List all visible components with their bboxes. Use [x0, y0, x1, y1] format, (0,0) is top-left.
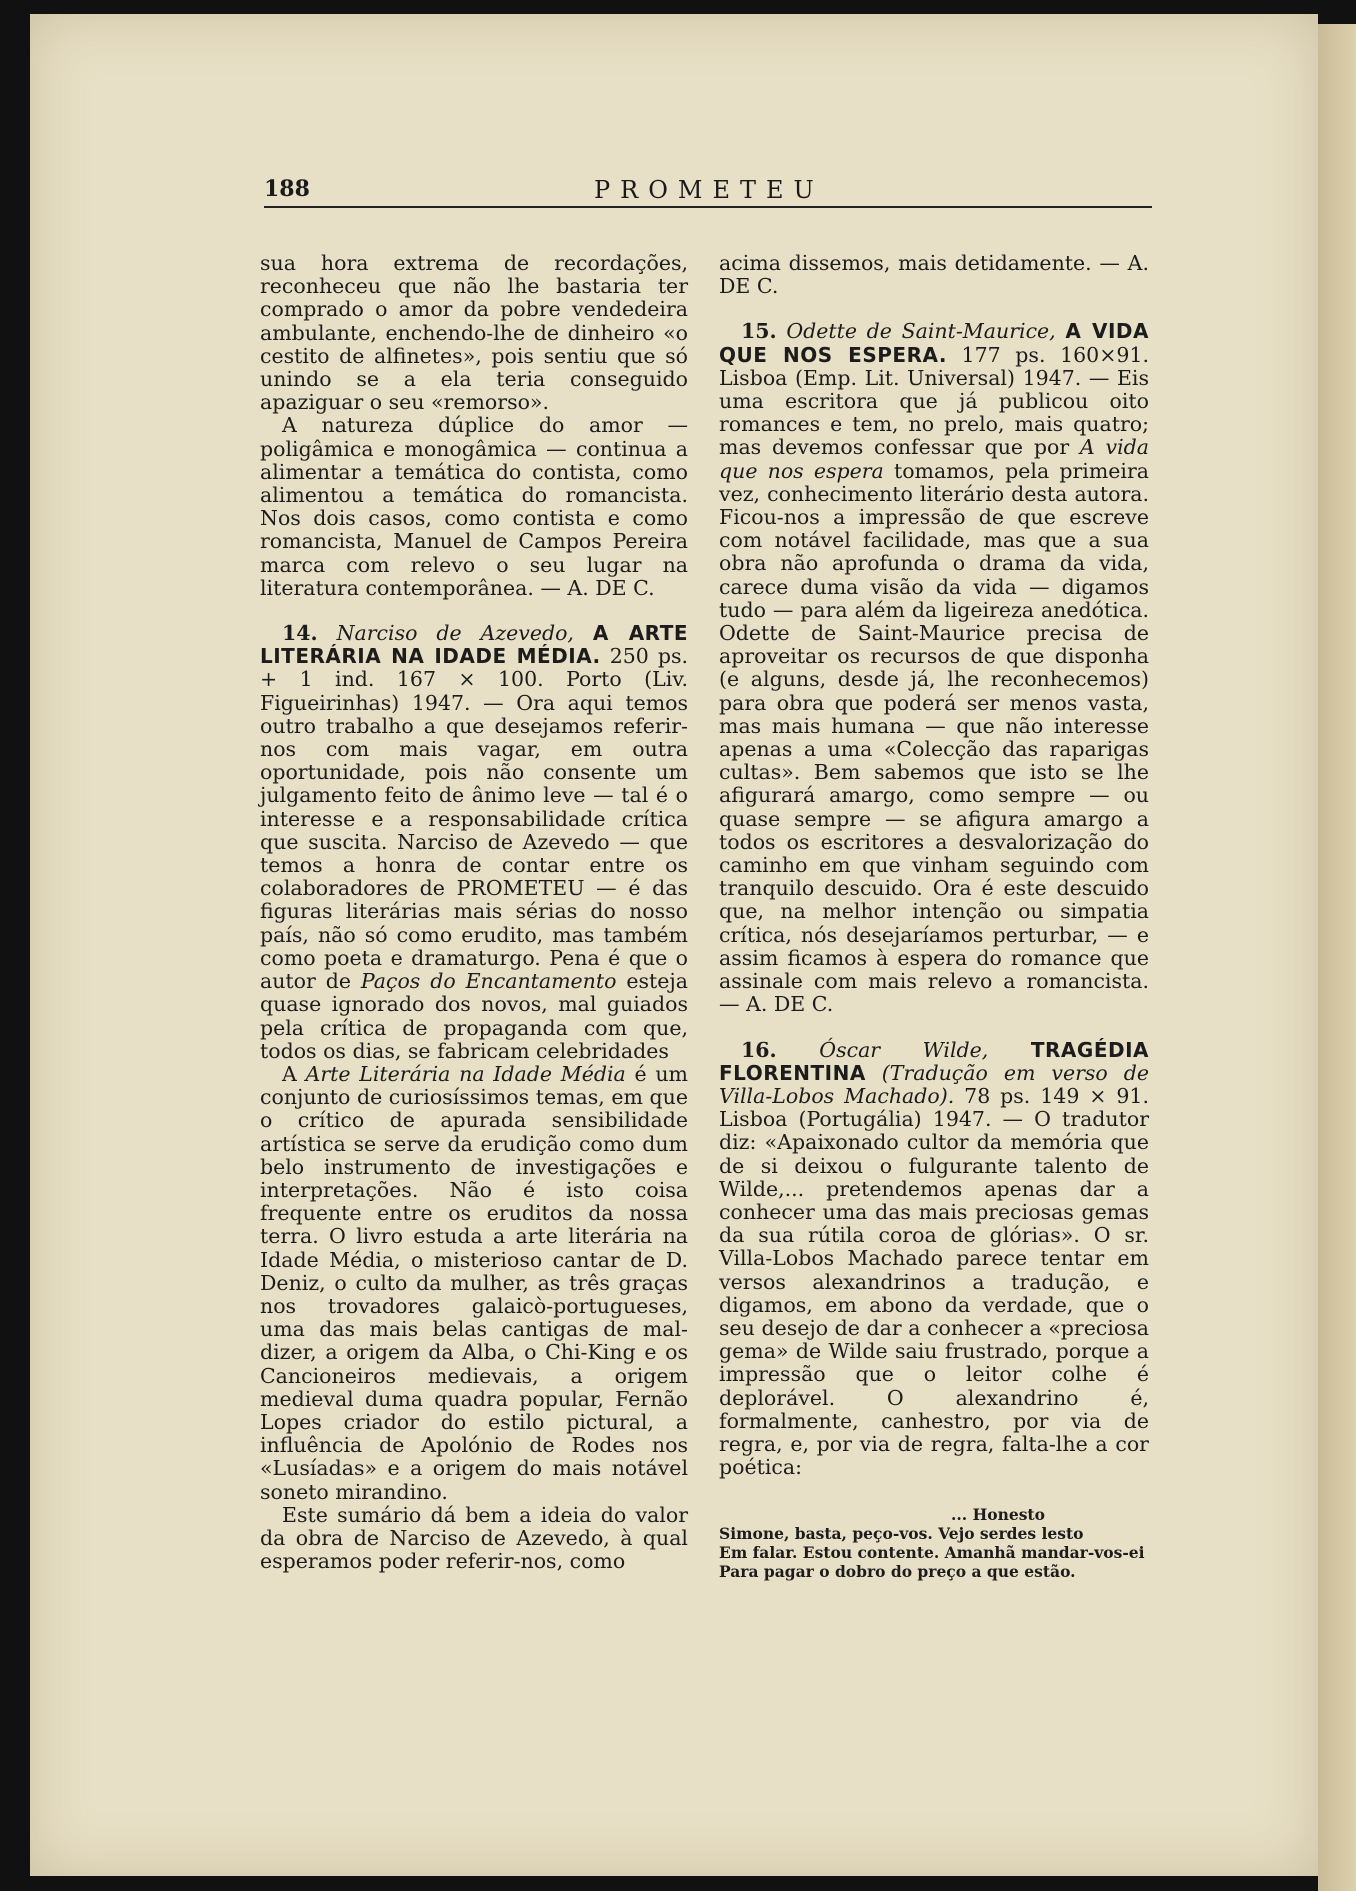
paragraph: Este sumário dá bem a ideia do valor da obra de Narciso de Azevedo, à qual esperamos poder referir-nos, como	[260, 1502, 688, 1574]
right-column	[719, 252, 1149, 1581]
running-title: PROMETEU	[594, 176, 824, 204]
entry-body: 250 ps. + 1 ind. 167 × 100. Porto (Liv. Figueirinhas) 1947. — Ora aqui temos outro trabalho a que desejamos referir-nos com mais vagar, em outra oportunidade, pois não consente um julgamento feito de ânimo leve — tal é o interesse e a responsabilidade crítica que suscita. Narciso de Azevedo — que temos a honra de contar entre os colaboradores de PROMETEU — é das figuras literárias mais sérias do nosso país, não só como erudito, mas também como poeta e dramaturgo. Pena é que o autor de	[260, 644, 688, 994]
entry-author: Narciso de Azevedo,	[336, 621, 574, 646]
verse-quote	[719, 1505, 1149, 1581]
entry-number: 16.	[741, 1037, 777, 1062]
entry-author: Odette de Saint-Maurice,	[786, 319, 1056, 344]
paragraph-text: é um conjunto de curiosíssimos temas, em que o crítico de apurada sensibilidade artística se serve da erudição como dum belo instrumento de investigações e interpretações. Não é isto coisa frequente entre os eruditos da nossa terra. O livro estuda a arte literária na Idade Média, o misterioso cantar de D. Deniz, o culto da mulher, as três graças nos trovadores galaicò-portugueses, uma das mais belas cantigas de mal-dizer, a origem da Alba, o Chi-King e os Cancioneiros medievais, a origem medieval duma quadra popular, Fernão Lopes criador do estilo pictural, a influência de Apolónio de Rodes nos «Lusíadas» e a origem do mais notável soneto mirandino.	[260, 1061, 688, 1504]
entry-16	[719, 1039, 1149, 1480]
paragraph	[260, 1063, 688, 1504]
book-title: A vida que nos espera	[719, 435, 1149, 483]
entry-15	[719, 320, 1149, 1016]
entry-title: A ARTE LITERÁRIA NA IDADE MÉDIA.	[260, 621, 688, 669]
entry-author: Óscar Wilde,	[819, 1037, 989, 1062]
entry-title: A VIDA QUE NOS ESPERA.	[719, 319, 1149, 367]
entry-body: 177 ps. 160×91. Lisboa (Emp. Lit. Universal) 1947. — Eis uma escritora que já publicou oito romances e tem, no prelo, mais quatro; mas devemos confessar que por	[719, 342, 1149, 460]
left-column	[260, 252, 688, 1573]
entry-title: TRAGÉDIA FLORENTINA	[719, 1037, 1149, 1085]
entry-number: 15.	[741, 319, 777, 344]
next-page-edge	[1318, 24, 1356, 1891]
verse-line: Simone, basta, peço-vos. Vejo serdes lesto	[719, 1524, 1084, 1544]
entry-number: 14.	[282, 621, 318, 646]
entry-body: tomamos, pela primeira vez, conhecimento literário desta autora. Ficou-nos a impressão de que escreve com notável facilidade, mas que a sua obra não aprofunda o drama da vida, carece duma visão da vida — digamos tudo — para além da ligeireza anedótica. Odette de Saint-Maurice precisa de aproveitar os recursos de que disponha (e alguns, desde já, lhe reconhecemos) para obra que poderá ser menos vasta, mas mais humana — que não interesse apenas a uma «Colecção das raparigas cultas». Bem sabemos que isto se lhe afigurará amargo, como sempre — ou quase sempre — se afigura amargo a todos os escritores a desvalorização do caminho em que vinham seguindo com tranquilo descuido. Ora é este descuido que, na melhor intenção ou simpatia crítica, nós desejaríamos perturbar, — e assim ficamos à espera do romance que assinale com mais relevo a romancista. — A. DE C.	[719, 458, 1149, 1017]
entry-14	[260, 622, 688, 1063]
verse-line: Para pagar o dobro do preço a que estão.	[719, 1562, 1076, 1582]
paragraph: acima dissemos, mais detidamente. — A. DE C.	[719, 251, 1149, 299]
paragraph-text: A	[282, 1061, 297, 1086]
entry-body: esteja quase ignorado dos novos, mal guiados pela crítica de propaganda com que, todos os dias, se fabricam celebridades	[260, 969, 688, 1063]
verse-line: Em falar. Estou contente. Amanhã mandar-vos-ei	[719, 1543, 1145, 1563]
book-title: Arte Literária na Idade Média	[305, 1061, 626, 1086]
verse-line: ... Honesto	[951, 1505, 1045, 1525]
paragraph: A natureza dúplice do amor — poligâmica e monogâmica — continua a alimentar a temática do contista, como alimentou a temática do romancista. Nos dois casos, como contista e como romancista, Manuel de Campos Pereira marca com relevo o seu lugar na literatura contemporânea. — A. DE C.	[260, 413, 688, 600]
page-number: 188	[264, 176, 310, 202]
page-header	[264, 176, 1152, 208]
book-title: Paços do Encantamento	[360, 969, 617, 994]
entry-subtitle: (Tradução em verso de Villa-Lobos Machado).	[719, 1060, 1149, 1108]
paragraph: sua hora extrema de recordações, reconheceu que não lhe bastaria ter comprado o amor da pobre vendedeira ambulante, enchendo-lhe de dinheiro «o cestito de alfinetes», pois sentiu que só unindo se a ela teria conseguido apaziguar o seu «remorso».	[260, 251, 688, 415]
entry-body: 78 ps. 149 × 91. Lisboa (Portugália) 1947. — O tradutor diz: «Apaixonado cultor da memória que de si deixou o fulgurante talento de Wilde,... pretendemos apenas dar a conhecer uma das mais preciosas gemas da sua rútila coroa de glórias». O sr. Villa-Lobos Machado parece tentar em versos alexandrinos a tradução, e digamos, em abono da verdade, que o seu desejo de dar a conhecer a «preciosa gema» de Wilde saiu frustrado, porque a impressão que o leitor colhe é deplorável. O alexandrino é, formalmente, canhestro, por via de regra, e, por via de regra, falta-lhe a cor poética:	[719, 1083, 1149, 1480]
